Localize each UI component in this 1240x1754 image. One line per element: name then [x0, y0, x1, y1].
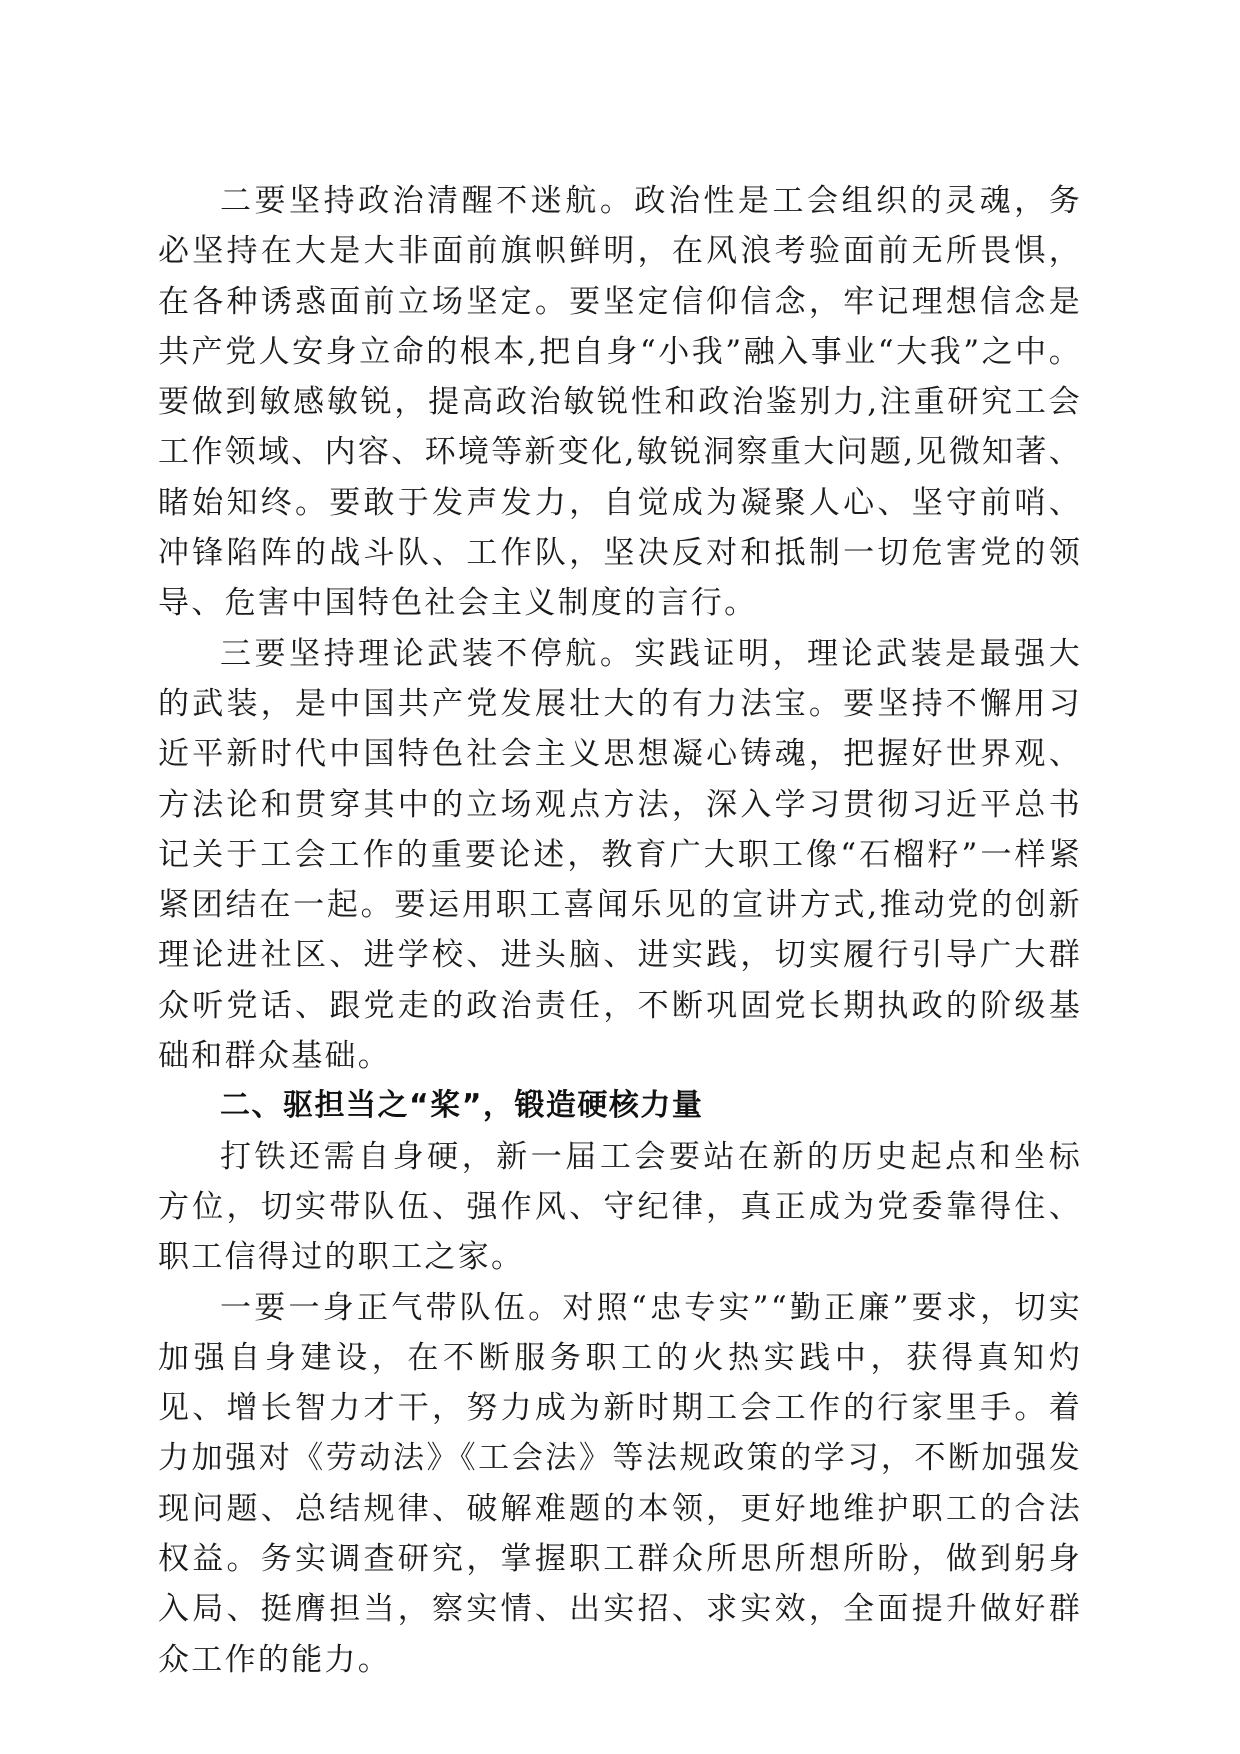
paragraph-theoretical-armament: 三要坚持理论武装不停航。实践证明，理论武装是最强大的武装，是中国共产党发展壮大的有力法宝。要坚持不懈用习近平新时代中国特色社会主义思想凝心铸魂，把握好世界观、方法论和贯穿其中的立场观点方法，深入学习贯彻习近平总书记关于工会工作的重要论述，教育广大职工像“石榴籽”一样紧紧团结在一起。要运用职工喜闻乐见的宣讲方式,推动党的创新理论进社区、进学校、进头脑、进实践，切实履行引导广大群众听党话、跟党走的政治责任，不断巩固党长期执政的阶级基础和群众基础。	[158, 635, 1082, 1075]
paragraph-section-intro: 打铁还需自身硬，新一届工会要站在新的历史起点和坐标方位，切实带队伍、强作风、守纪律，真正成为党委靠得住、职工信得过的职工之家。	[158, 1138, 1082, 1276]
paragraph-lead-team: 一要一身正气带队伍。对照“忠专实”“勤正廉”要求，切实加强自身建设，在不断服务职工的火热实践中，获得真知灼见、增长智力才干，努力成为新时期工会工作的行家里手。着力加强对《劳动法》《工会法》等法规政策的学习，不断加强发现问题、总结规律、破解难题的本领，更好地维护职工的合法权益。务实调查研究，掌握职工群众所思所想所盼，做到躬身入局、挺膺担当，察实情、出实招、求实效，全面提升做好群众工作的能力。	[158, 1289, 1082, 1678]
section-heading: 二、驱担当之“桨”，锻造硬核力量	[220, 1088, 704, 1124]
paragraph-political-awareness: 二要坚持政治清醒不迷航。政治性是工会组织的灵魂，务必坚持在大是大非面前旗帜鲜明，在风浪考验面前无所畏惧，在各种诱惑面前立场坚定。要坚定信仰信念，牢记理想信念是共产党人安身立命的根本,把自身“小我”融入事业“大我”之中。要做到敏感敏锐，提高政治敏锐性和政治鉴别力,注重研究工会工作领域、内容、环境等新变化,敏锐洞察重大问题,见微知著、睹始知终。要敢于发声发力，自觉成为凝聚人心、坚守前哨、冲锋陷阵的战斗队、工作队，坚决反对和抵制一切危害党的领导、危害中国特色社会主义制度的言行。	[158, 183, 1082, 622]
document-body	[158, 176, 1082, 1685]
